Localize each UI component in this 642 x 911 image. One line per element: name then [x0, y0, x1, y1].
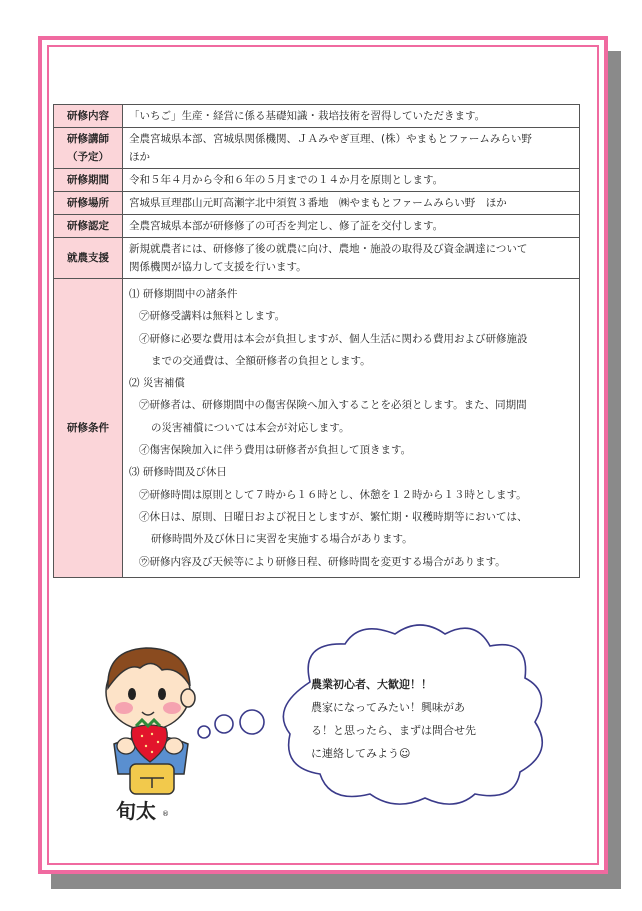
row-value: 新規就農者には、研修修了後の就農に向け、農地・施設の取得及び資金調達について 関係機関が協力して支援を行います。 [123, 238, 580, 279]
bubble-line: に連絡してみよう☺ [311, 747, 411, 760]
row-label: 研修場所 [54, 192, 123, 215]
table-row [54, 105, 580, 128]
row-label: 研修内容 [54, 105, 123, 128]
row-value: 全農宮城県本部が研修修了の可否を判定し、修了証を交付します。 [123, 215, 580, 238]
mascot-registered-mark: ® [162, 810, 169, 818]
conditions-value: ⑴ 研修期間中の諸条件 ㋐研修受講料は無料とします。 ㋑研修に必要な費用は本会が負担しますが、個人生活に関わる費用および研修施設 までの交通費は、全額研修者の負担とします。 ⑵ 災害補償 ㋐研修者は、研修期間中の傷害保険へ加入することを必須とします。また、同期間 の災害補償については本会が対応します。 ㋑傷害保険加入に伴う費用は研修者が負担して頂きます。 ⑶ 研修時間及び休日 ㋐研修時間は原則として７時から１６時とし、休憩を１２時から１３時とします。 ㋑休日は、原則、日曜日および祝日としますが、繁忙期・収穫時期等においては、 研修時間外及び休日に実習を実施する場合があります。 ㋒研修内容及び天候等により研修日程、研修時間を変更する場合があります。 [123, 279, 580, 578]
row-label: 研修条件 [54, 279, 123, 578]
table-row [54, 169, 580, 192]
row-value: 令和５年４月から令和６年の５月までの１４か月を原則とします。 [123, 169, 580, 192]
training-info-table [53, 104, 580, 578]
row-value: 全農宮城県本部、宮城県関係機関、ＪＡみやぎ亘理、(株）やまもとファームみらい野 ほか [123, 128, 580, 169]
bubble-title: 農業初心者、大歓迎！！ [311, 678, 432, 691]
table-row [54, 238, 580, 279]
table-row [54, 215, 580, 238]
table-row [54, 128, 580, 169]
table-row [54, 279, 580, 578]
row-value: 「いちご」生産・経営に係る基礎知識・栽培技術を習得していただきます。 [123, 105, 580, 128]
table-row [54, 192, 580, 215]
section-heading: ⑶ 研修時間及び休日 [129, 466, 227, 479]
thought-dot [240, 710, 264, 734]
mascot-eye [128, 688, 136, 700]
bubble-message [311, 673, 561, 765]
bubble-line: 農家になってみたい！興味があ [311, 701, 465, 714]
row-label: 研修講師 （予定） [54, 128, 123, 169]
thought-dot [215, 715, 233, 733]
mascot-name: 旬太 [116, 799, 156, 823]
row-value: 宮城県亘理郡山元町高瀬字北中須賀３番地 ㈱やまもとファームみらい野 ほか [123, 192, 580, 215]
row-label: 研修期間 [54, 169, 123, 192]
section-heading: ⑴ 研修期間中の諸条件 [129, 288, 238, 300]
bubble-line: る！と思ったら、まずは問合せ先 [311, 724, 476, 737]
section-heading: ⑵ 災害補償 [129, 377, 185, 390]
row-label: 就農支援 [54, 238, 123, 279]
thought-dot [198, 726, 210, 738]
row-label: 研修認定 [54, 215, 123, 238]
mascot-eye [158, 688, 166, 700]
